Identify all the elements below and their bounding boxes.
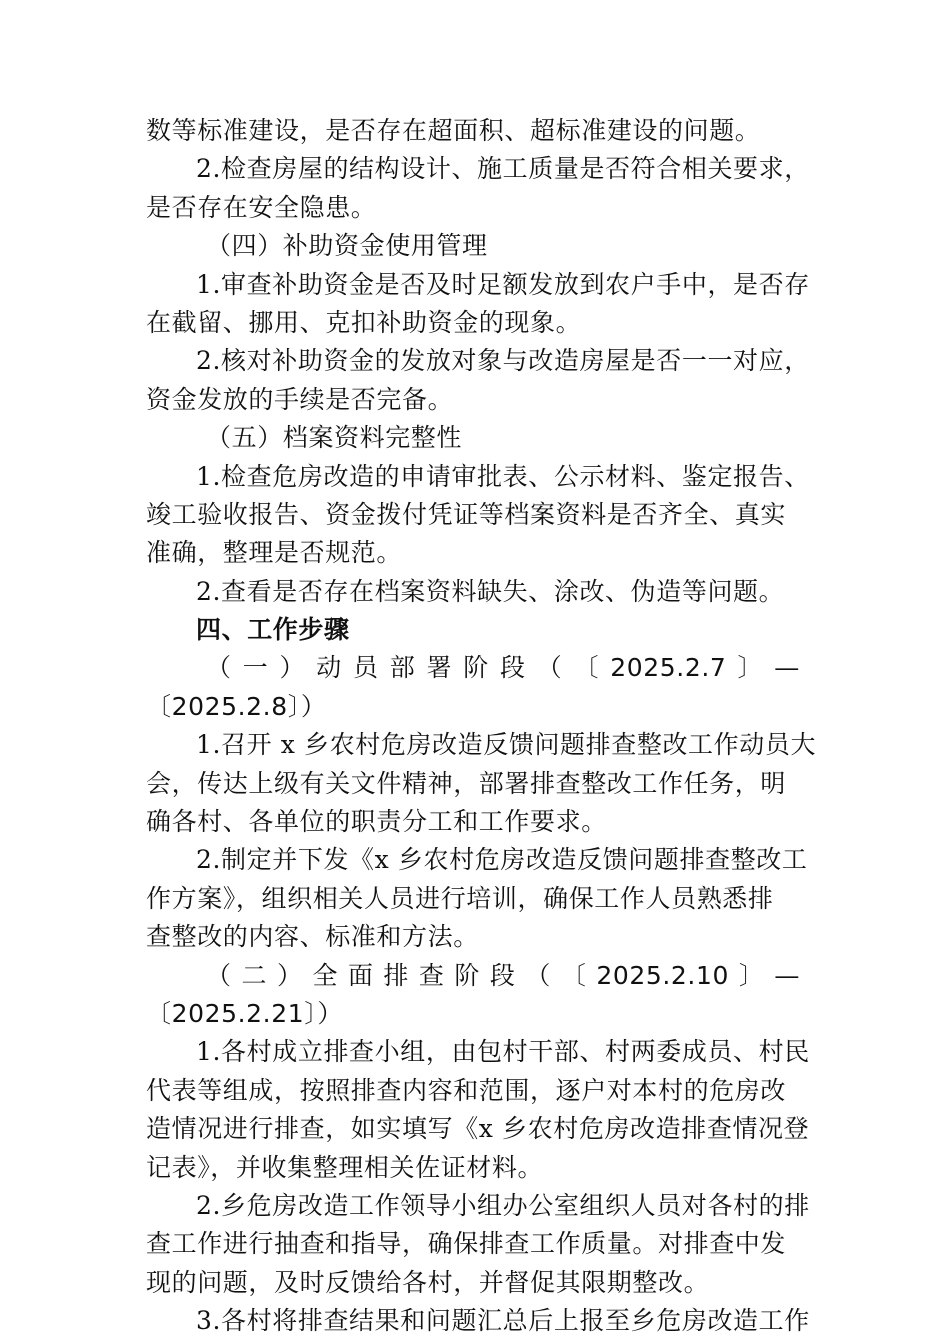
paragraph-line: 造情况进行排查，如实填写《x 乡农村危房改造排查情况登: [146, 1114, 810, 1144]
paragraph-line: 2.检查房屋的结构设计、施工质量是否符合相关要求，: [196, 154, 810, 184]
document-body: [146, 112, 817, 1341]
stage2-heading-continued: 〔2025.2.21〕）: [146, 998, 343, 1028]
heading-char: 段: [489, 960, 516, 990]
paragraph-line: 2.制定并下发《x 乡农村危房改造反馈问题排查整改工: [196, 845, 808, 875]
section-heading-5: （五）档案资料完整性: [206, 423, 463, 453]
heading-char: 一: [242, 653, 269, 683]
paragraph-line: 2.乡危房改造工作领导小组办公室组织人员对各村的排: [196, 1190, 810, 1220]
paragraph-line: 数等标准建设，是否存在超面积、超标准建设的问题。: [146, 116, 761, 145]
heading-char: 全: [312, 960, 339, 990]
heading-date: 2025.2.10: [596, 960, 729, 990]
heading-char: 署: [426, 653, 453, 683]
paragraph-line: 资金发放的手续是否完备。: [146, 384, 454, 414]
heading-char: —: [774, 653, 800, 683]
paragraph-line: 在截留、挪用、克扣补助资金的现象。: [146, 307, 582, 337]
heading-char: 排: [383, 960, 410, 990]
heading-date: 2025.2.7: [610, 653, 727, 683]
heading-char: 面: [347, 960, 374, 990]
paragraph-line: 代表等组成，按照排查内容和范围，逐户对本村的危房改: [146, 1075, 787, 1105]
heading-char: （: [525, 960, 551, 990]
heading-char: 阶: [463, 653, 489, 683]
paragraph-line: 作方案》，组织相关人员进行培训，确保工作人员熟悉排: [146, 883, 774, 913]
heading-char: （: [206, 653, 232, 683]
heading-char: 动: [316, 653, 342, 683]
heading-char: 〔: [573, 653, 600, 683]
paragraph-line: 准确，整理是否规范。: [146, 538, 403, 568]
paragraph-line: 2.查看是否存在档案资料缺失、涂改、伪造等问题。: [196, 576, 785, 606]
stage2-heading: [146, 957, 804, 995]
heading-char: （: [536, 653, 563, 683]
paragraph-line: 1.召开 x 乡农村危房改造反馈问题排查整改工作动员大: [196, 730, 817, 760]
heading-char: （: [206, 960, 232, 990]
heading-char: 查: [418, 960, 445, 990]
paragraph-line: 确各村、各单位的职责分工和工作要求。: [146, 807, 607, 837]
paragraph-line: 会，传达上级有关文件精神，部署排查整改工作任务，明: [146, 768, 787, 798]
paragraph-line: 1.各村成立排查小组，由包村干部、村两委成员、村民: [196, 1037, 810, 1067]
paragraph-line: 2.核对补助资金的发放对象与改造房屋是否一一对应，: [196, 346, 810, 376]
heading-char: ）: [276, 960, 303, 990]
paragraph-line: 查整改的内容、标准和方法。: [146, 922, 479, 952]
heading-char: 〔: [560, 960, 587, 990]
paragraph-line: 是否存在安全隐患。: [146, 192, 377, 222]
heading-char: 部: [389, 653, 416, 683]
section-heading-4: （四）补助资金使用管理: [206, 231, 488, 261]
heading-char: 段: [500, 653, 526, 683]
paragraph-line: 竣工验收报告、资金拨付凭证等档案资料是否齐全、真实: [146, 499, 787, 529]
paragraph-line: 记表》，并收集整理相关佐证材料。: [146, 1152, 544, 1182]
heading-char: 二: [241, 960, 268, 990]
paragraph-line: 1.审查补助资金是否及时足额发放到农户手中，是否存: [196, 269, 810, 299]
heading-char: —: [774, 960, 800, 990]
chapter-heading: 四、工作步骤: [196, 615, 350, 645]
stage1-heading: [146, 649, 804, 687]
paragraph-line: 1.检查危房改造的申请审批表、公示材料、鉴定报告、: [196, 461, 810, 491]
heading-char: 〕: [738, 960, 765, 990]
heading-char: 阶: [454, 960, 480, 990]
heading-char: ）: [279, 653, 306, 683]
paragraph-line: 现的问题，及时反馈给各村，并督促其限期整改。: [146, 1267, 710, 1297]
heading-char: 〕: [737, 653, 764, 683]
paragraph-line: 3.各村将排查结果和问题汇总后上报至乡危房改造工作: [196, 1306, 810, 1336]
heading-char: 员: [353, 653, 379, 683]
paragraph-line: 查工作进行抽查和指导，确保排查工作质量。对排查中发: [146, 1229, 787, 1259]
stage1-heading-continued: 〔2025.2.8〕）: [146, 691, 327, 721]
